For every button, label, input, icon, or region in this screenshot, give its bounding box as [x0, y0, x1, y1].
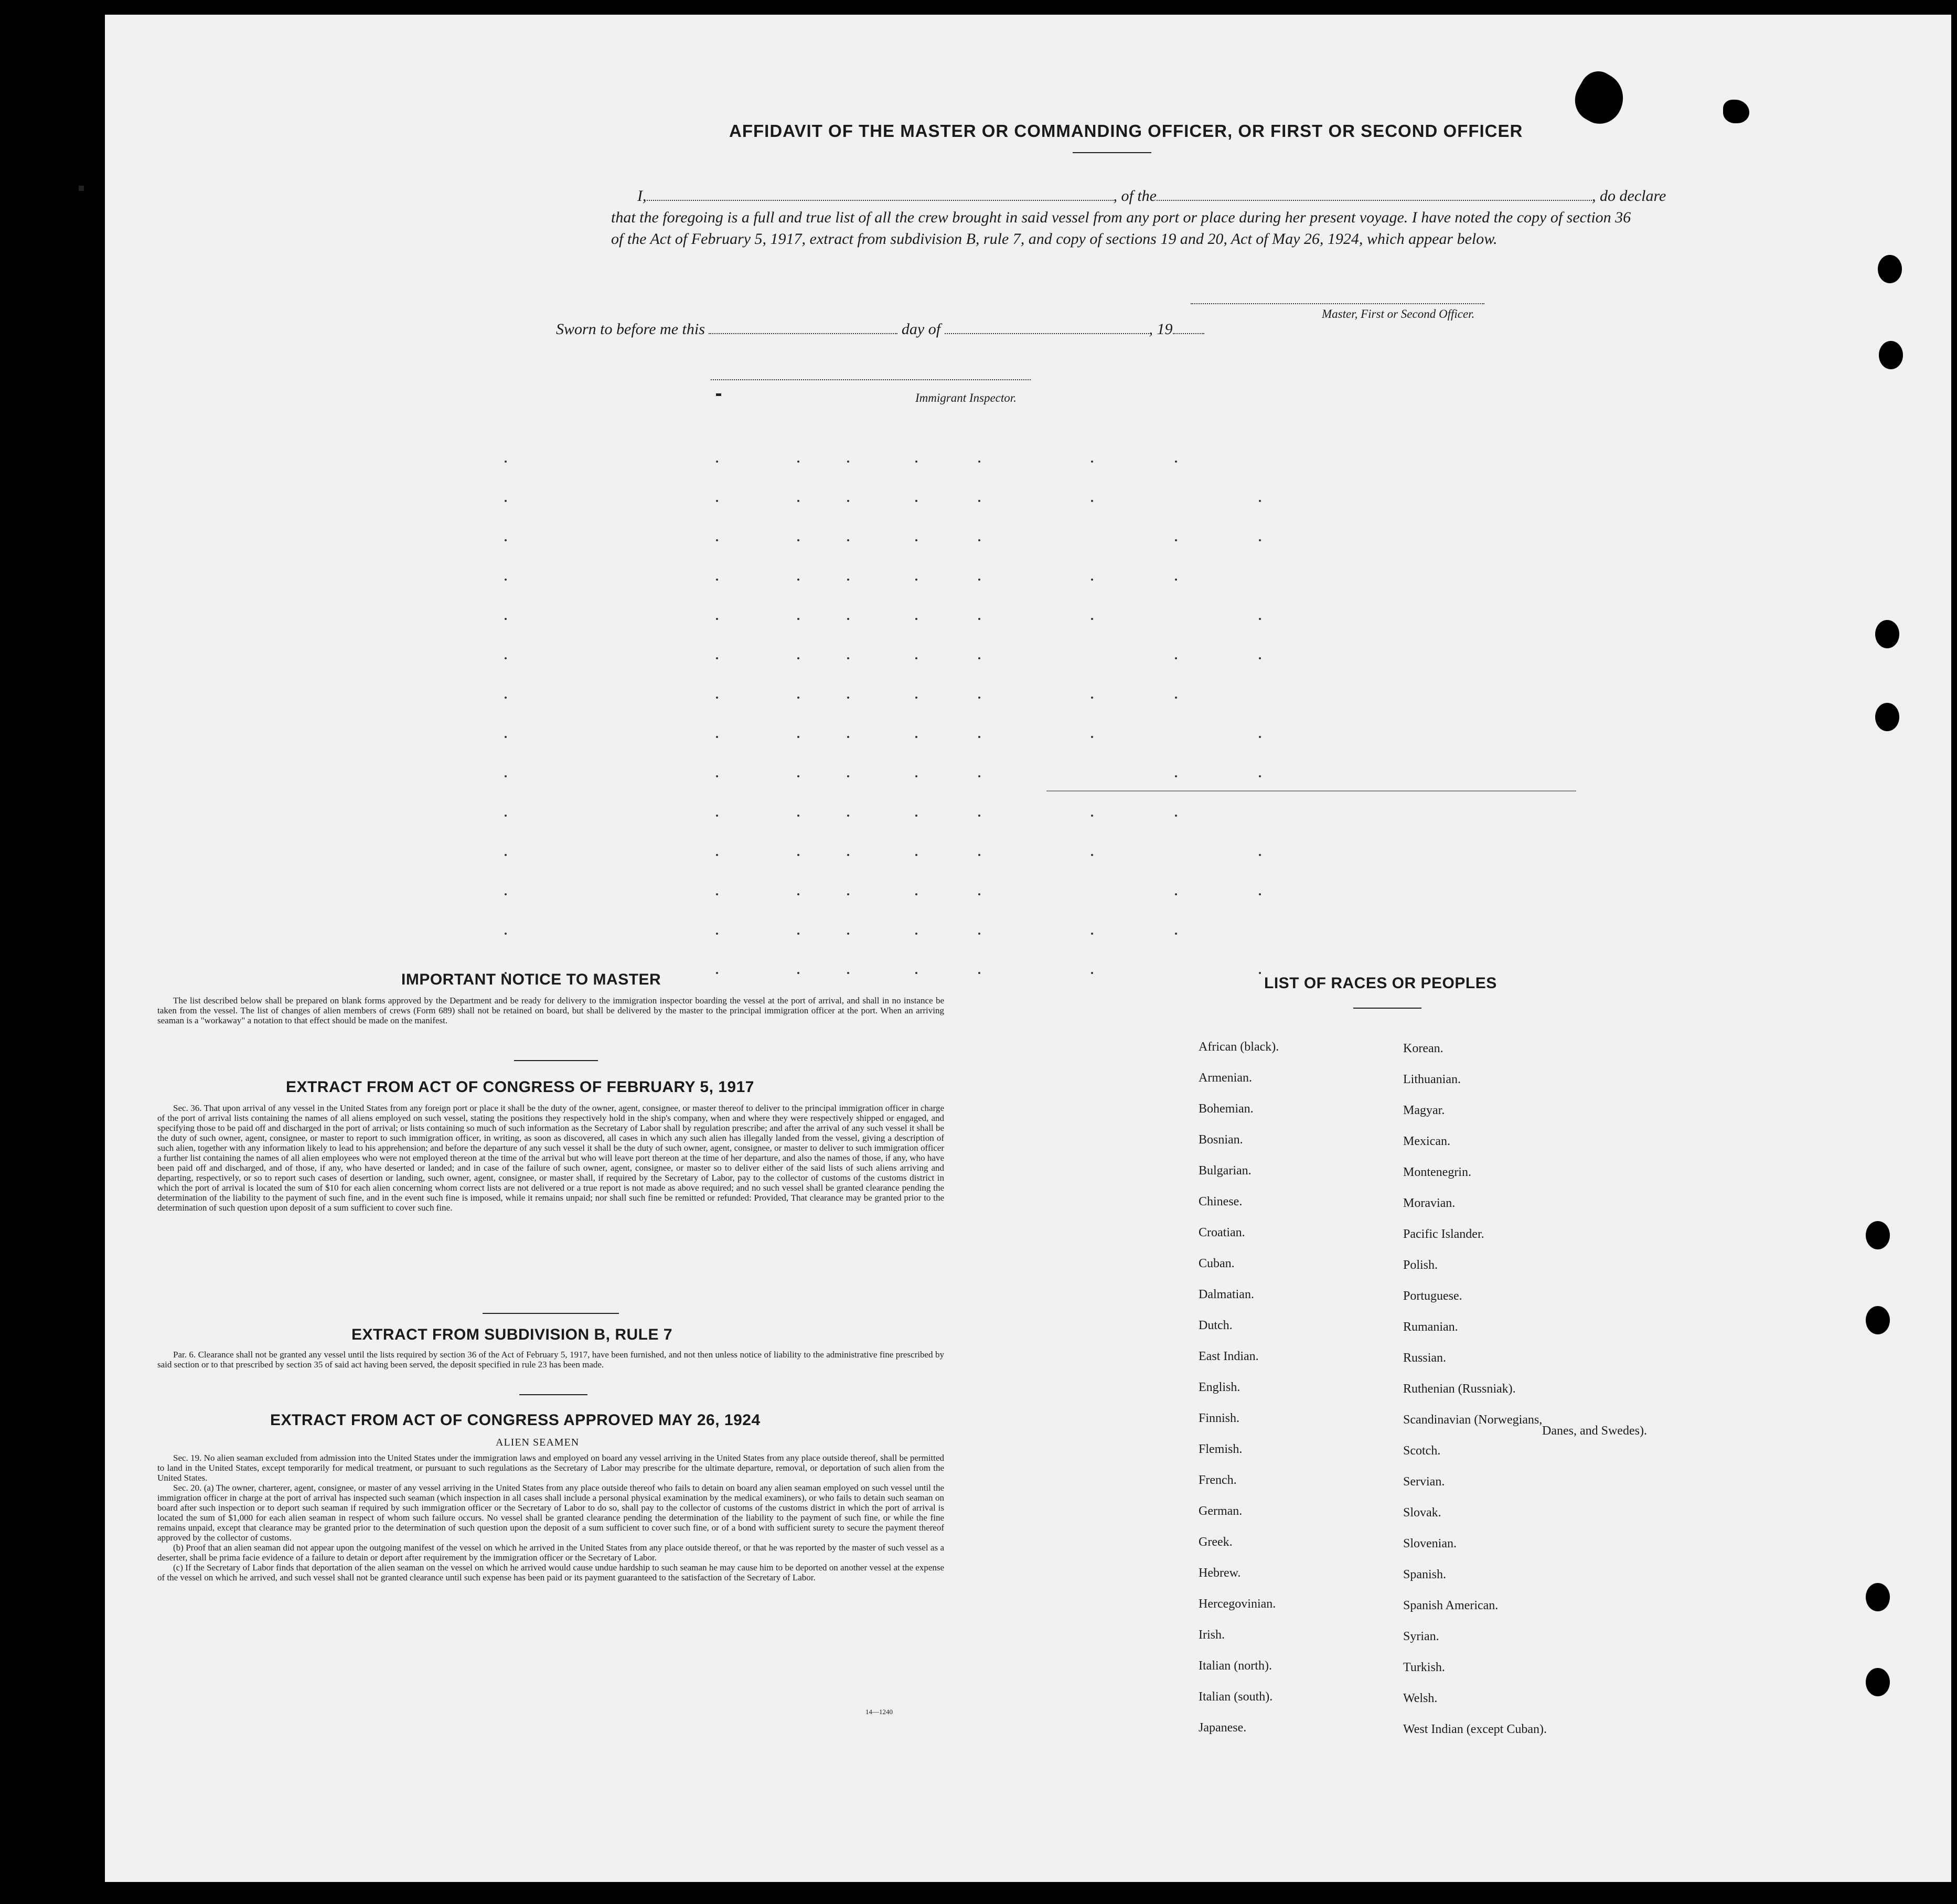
punch-hole — [1875, 703, 1899, 731]
leader-dot — [978, 461, 980, 463]
race-item-left: Bohemian. — [1199, 1102, 1254, 1116]
leader-dot — [797, 539, 799, 541]
leader-dot — [978, 539, 980, 541]
race-item-right: Lithuanian. — [1403, 1073, 1461, 1086]
notice-text: The list described below shall be prepared on blank forms approved by the Department and be ready for delivery to the immigration inspector boarding the vessel at the port of arrival, and shall in no instance be taken from the vessel. The list of changes of alien members of crews (Form 689) shall not be retained on board, but shall be delivered by the master to the principal immigration officer at the port. When an arriving seaman is a "workaway" a notation to that effect should be made on the manifest. — [157, 996, 944, 1025]
leader-dot — [505, 697, 507, 699]
leader-dot — [716, 697, 718, 699]
form-number: 14—1240 — [865, 1708, 893, 1716]
vessel-blank — [1157, 200, 1592, 201]
leader-dot — [1175, 893, 1177, 895]
race-item-right: Slovak. — [1403, 1506, 1441, 1520]
extract-rule7-block — [157, 1350, 944, 1370]
leader-dot — [716, 736, 718, 738]
notice-title: IMPORTANT NOTICE TO MASTER — [401, 971, 661, 988]
leader-dot — [1259, 539, 1261, 541]
leader-dot — [1091, 972, 1093, 974]
leader-dot — [847, 736, 849, 738]
extract-1917-title: EXTRACT FROM ACT OF CONGRESS OF FEBRUARY 5, 1917 — [286, 1078, 754, 1096]
leader-dot — [797, 579, 799, 581]
leader-dot — [1091, 697, 1093, 699]
leader-dot — [978, 893, 980, 895]
race-item-left: Italian (north). — [1199, 1659, 1272, 1673]
race-item-left: Flemish. — [1199, 1442, 1243, 1456]
leader-dot — [716, 539, 718, 541]
leader-dot — [716, 618, 718, 620]
leader-dot — [915, 736, 917, 738]
sec20c-text: (c) If the Secretary of Labor finds that deportation of the alien seaman on the vessel on which he arrived would cause undue hardship to such seaman he may cause him to be deported on another vessel at the expense of the vessel on which he arrived, and such vessel shall not be granted clearance until such expense has been paid or its payment guaranteed to the satisfaction of the Secretary of Labor. — [157, 1563, 944, 1582]
race-item-left: Bulgarian. — [1199, 1164, 1252, 1178]
leader-dot — [915, 893, 917, 895]
leader-dot — [978, 657, 980, 659]
extract-rule7-divider — [519, 1394, 587, 1395]
leader-dot — [1259, 736, 1261, 738]
day-of-label: day of — [901, 320, 941, 338]
inspector-label: Immigrant Inspector. — [915, 391, 1017, 404]
race-item-right: Pacific Islander. — [1403, 1227, 1484, 1241]
race-item-right: Servian. — [1403, 1475, 1445, 1489]
leader-dot — [978, 972, 980, 974]
leader-dot — [716, 933, 718, 935]
extract-1924-block — [157, 1453, 944, 1582]
race-item-left: Greek. — [1199, 1535, 1233, 1549]
race-item-left: Dalmatian. — [1199, 1288, 1254, 1301]
master-signature-label: Master, First or Second Officer. — [1322, 307, 1475, 320]
leader-dot — [1175, 933, 1177, 935]
race-item-right: Syrian. — [1403, 1630, 1439, 1643]
leader-dot — [1091, 815, 1093, 817]
leader-dot — [978, 697, 980, 699]
torn-edge-mark — [1723, 100, 1749, 123]
speck — [716, 393, 721, 396]
name-blank — [647, 200, 1114, 201]
declare-label: , do declare — [1592, 187, 1666, 205]
bleed-through-line — [1046, 790, 1576, 791]
sec20b-text: (b) Proof that an alien seaman did not appear upon the outgoing manifest of the vessel on which he arrived in the United States from any place outside thereof, or that he was reported by the master of such vessel as a deserter, shall be prima facie evidence of a failure to detain or deport after requirement by the immigration officer or the Secretary of Labor. — [157, 1543, 944, 1563]
leader-dot — [1091, 579, 1093, 581]
race-item-left: German. — [1199, 1504, 1243, 1518]
leader-dot — [1175, 657, 1177, 659]
leader-dot — [915, 539, 917, 541]
leader-dot — [716, 579, 718, 581]
speck — [79, 186, 84, 191]
leader-dot — [505, 854, 507, 856]
sworn-line — [556, 320, 1204, 338]
race-item-left: Armenian. — [1199, 1071, 1252, 1085]
leader-dot — [716, 657, 718, 659]
i-label: I, — [637, 187, 647, 205]
leader-dot — [847, 461, 849, 463]
leader-dot — [915, 618, 917, 620]
race-item-left: Italian (south). — [1199, 1690, 1273, 1704]
extract-1924-title: EXTRACT FROM ACT OF CONGRESS APPROVED MAY 26, 1924 — [270, 1411, 761, 1429]
leader-dot — [978, 815, 980, 817]
leader-dot — [847, 500, 849, 502]
sec20a-text: Sec. 20. (a) The owner, charterer, agent, consignee, or master of any vessel arriving in the United States from any place outside thereof who fails to detain on board any alien seaman employed on such vessel until the immigration officer in charge at the port of arrival has inspected such seaman (which inspection in all cases shall include a personal physical examination by the medical examiners), or who fails to detain such seaman on board after such inspection or to deport such seaman if required by such immigration officer or the Secretary of Labor to do so, shall pay to the collector of customs of the customs district in which the port of arrival is located the sum of $1,000 for each alien seaman in respect of whom such failure occurs. No vessel shall be granted clearance pending the determination of the liability to the payment of such fine, or while the fine remains unpaid, except that clearance may be granted prior to the determination of such question upon the deposit of a sum sufficient to cover such fine, or of a bond with sufficient surety to secure the payment thereof approved by the collector of customs. — [157, 1483, 944, 1543]
leader-dot — [915, 579, 917, 581]
leader-dot — [1259, 618, 1261, 620]
leader-dot — [716, 972, 718, 974]
race-item-right: Portuguese. — [1403, 1289, 1462, 1303]
race-item-left: English. — [1199, 1381, 1240, 1394]
race-item-right: Russian. — [1403, 1351, 1447, 1365]
race-item-right: Magyar. — [1403, 1104, 1445, 1117]
master-signature-line — [1191, 303, 1484, 304]
leader-dot — [978, 500, 980, 502]
race-item-right: Korean. — [1403, 1042, 1443, 1055]
race-item-left: Cuban. — [1199, 1257, 1235, 1270]
sworn-day-blank — [709, 333, 897, 334]
race-item-left: Hebrew. — [1199, 1566, 1241, 1580]
leader-dot — [915, 972, 917, 974]
leader-dot — [1259, 854, 1261, 856]
race-scandinavian-cont: Danes, and Swedes). — [1542, 1424, 1647, 1438]
race-item-left: Hercegovinian. — [1199, 1597, 1276, 1611]
leader-dot — [505, 618, 507, 620]
leader-dot — [797, 697, 799, 699]
race-item-right: Mexican. — [1403, 1135, 1450, 1148]
race-item-right: Scandinavian (Norwegians, — [1403, 1413, 1543, 1427]
leader-dot — [797, 854, 799, 856]
leader-dot — [1175, 579, 1177, 581]
leader-dot — [847, 539, 849, 541]
leader-dot — [1091, 500, 1093, 502]
leader-dot — [505, 500, 507, 502]
race-item-left: East Indian. — [1199, 1350, 1259, 1363]
leader-dot — [505, 539, 507, 541]
leader-dot — [716, 893, 718, 895]
leader-dot — [797, 618, 799, 620]
leader-dot — [797, 461, 799, 463]
leader-dot — [978, 775, 980, 777]
race-item-left: French. — [1199, 1473, 1237, 1487]
title-divider — [1073, 152, 1151, 153]
affidavit-title: AFFIDAVIT OF THE MASTER OR COMMANDING OFFICER, OR FIRST OR SECOND OFFICER — [729, 121, 1523, 141]
extract-1917-divider — [483, 1313, 619, 1314]
sec19-text: Sec. 19. No alien seaman excluded from admission into the United States under the immigration laws and employed on board any vessel arriving in the United States from any place outside thereof, shall be permitted to land in the United States, except temporarily for medical treatment, or pursuant to such regulations as the Secretary of Labor may prescribe for the ultimate departure, removal, or deportation of such alien from the United States. — [157, 1453, 944, 1483]
leader-dot — [716, 854, 718, 856]
leader-dot — [505, 579, 507, 581]
leader-dot — [1259, 893, 1261, 895]
year-label: , 19 — [1149, 320, 1173, 338]
race-item-left: African (black). — [1199, 1040, 1279, 1054]
race-item-left: Bosnian. — [1199, 1133, 1243, 1147]
leader-dot — [915, 775, 917, 777]
punch-hole — [1866, 1221, 1890, 1249]
punch-hole — [1866, 1306, 1890, 1334]
leader-dot — [797, 893, 799, 895]
alien-seamen-subtitle: ALIEN SEAMEN — [496, 1437, 580, 1448]
punch-hole — [1866, 1668, 1890, 1696]
leader-dot — [847, 697, 849, 699]
leader-dot — [797, 815, 799, 817]
of-the-label: , of the — [1113, 187, 1157, 205]
sworn-label: Sworn to before me this — [556, 320, 705, 338]
leader-dot — [505, 657, 507, 659]
leader-dot — [1259, 775, 1261, 777]
leader-dot — [797, 972, 799, 974]
leader-dot — [1259, 657, 1261, 659]
leader-dot — [797, 657, 799, 659]
leader-dot — [847, 579, 849, 581]
leader-dot — [1175, 461, 1177, 463]
leader-dot — [847, 775, 849, 777]
document-page — [105, 15, 1951, 1882]
leader-dot — [1091, 933, 1093, 935]
leader-dot — [1175, 815, 1177, 817]
leader-dot — [1259, 500, 1261, 502]
race-item-left: Chinese. — [1199, 1195, 1243, 1208]
race-item-left: Croatian. — [1199, 1226, 1245, 1239]
leader-dot — [847, 815, 849, 817]
leader-dot — [915, 697, 917, 699]
race-item-left: Finnish. — [1199, 1411, 1240, 1425]
leader-dot — [915, 854, 917, 856]
extract-rule7-text: Par. 6. Clearance shall not be granted any vessel until the lists required by section 36 of the Act of February 5, 1917, have been furnished, and not then unless notice of liability to the administrative fine prescribed by said section or to that prescribed by section 35 of said act having been served, the deposit specified in rule 23 has been made. — [157, 1350, 944, 1370]
leader-dot — [1091, 854, 1093, 856]
race-item-right: Montenegrin. — [1403, 1165, 1471, 1179]
race-item-right: Moravian. — [1403, 1196, 1456, 1210]
leader-dot — [505, 893, 507, 895]
leader-dot — [505, 736, 507, 738]
leader-dot — [716, 461, 718, 463]
leader-dot — [1091, 618, 1093, 620]
leader-dot — [1175, 775, 1177, 777]
leader-dot — [1175, 539, 1177, 541]
leader-dot — [978, 854, 980, 856]
year-blank — [1173, 333, 1204, 334]
leader-dot — [847, 618, 849, 620]
declaration-block — [611, 185, 1666, 250]
leader-dot — [797, 500, 799, 502]
leader-dot — [505, 775, 507, 777]
leader-dot — [797, 933, 799, 935]
notice-text-block — [157, 996, 944, 1025]
race-item-right: Polish. — [1403, 1258, 1438, 1272]
leader-dot — [505, 933, 507, 935]
race-item-left: Irish. — [1199, 1628, 1225, 1642]
leader-dot — [797, 775, 799, 777]
leader-dot — [1091, 736, 1093, 738]
race-item-right: Spanish American. — [1403, 1599, 1499, 1612]
leader-dot — [505, 815, 507, 817]
leader-dot — [847, 657, 849, 659]
sworn-month-blank — [945, 333, 1149, 334]
leader-dot — [716, 775, 718, 777]
extract-1917-text: Sec. 36. That upon arrival of any vessel in the United States from any foreign port or place it shall be the duty of the owner, agent, consignee, or master thereof to deliver to the principal immigration officer in charge of the port of arrival lists containing the names of all aliens employed on such vessel, stating the positions they respectively hold in the ship's company, when and where they were respectively shipped or engaged, and specifying those to be paid off and discharged in the port of arrival; or lists containing so much of such information as the Secretary of Labor shall by regulation prescribe; and after the arrival of any such vessel it shall be the duty of such owner, agent, consignee, or master to report to such immigration officer, in writing, as soon as discovered, all cases in which any such alien has illegally landed from the vessel, giving a description of such alien, together with any information likely to lead to his apprehension; and before the departure of any such vessel it shall be the duty of such owner, agent, consignee, or master to deliver to such immigration officer a further list containing the names of all alien employees who were not employed thereon at the time of the arrival but who will leave port thereon at the time of her departure, and also the names of those, if any, who have been paid off and discharged, and of those, if any, who have deserted or landed; and in case of the failure of such owner, agent, consignee, or master so to deliver either of the said lists of such aliens arriving and departing, respectively, or so to report such cases of desertion or landing, such owner, agent, consignee, or master shall, if required by the Secretary of Labor, pay to the collector of customs of the customs district in which the port of arrival is located the sum of $10 for each alien concerning whom correct lists are not delivered or a true report is not made as above required; and no such vessel shall be granted clearance pending the determination of the liability to the payment of such fine, and in the event such fine is imposed, while it remains unpaid; nor shall such fine be remitted or refunded: Provided, That clearance may be granted prior to the determination of such question upon deposit of a sum sufficient to cover such fine. — [157, 1103, 944, 1213]
leader-dot — [915, 500, 917, 502]
races-divider — [1353, 1008, 1421, 1009]
race-item-right: Slovenian. — [1403, 1537, 1457, 1550]
races-title: LIST OF RACES OR PEOPLES — [1264, 975, 1497, 992]
race-item-left: Dutch. — [1199, 1319, 1233, 1332]
leader-dot — [915, 815, 917, 817]
race-item-right: Scotch. — [1403, 1444, 1441, 1458]
leader-dot — [505, 461, 507, 463]
punch-hole — [1875, 620, 1899, 648]
leader-dot — [716, 500, 718, 502]
race-item-right: West Indian (except Cuban). — [1403, 1723, 1547, 1736]
race-item-left: Japanese. — [1199, 1721, 1247, 1735]
leader-dot — [915, 933, 917, 935]
leader-dot — [1259, 972, 1261, 974]
race-item-right: Ruthenian (Russniak). — [1403, 1382, 1516, 1396]
leader-dot — [978, 618, 980, 620]
extract-rule7-title: EXTRACT FROM SUBDIVISION B, RULE 7 — [351, 1326, 673, 1343]
punch-hole — [1879, 341, 1903, 369]
leader-dot — [1175, 697, 1177, 699]
leader-dot — [847, 893, 849, 895]
leader-dot — [847, 854, 849, 856]
race-item-right: Turkish. — [1403, 1661, 1445, 1674]
declaration-text: that the foregoing is a full and true list of all the crew brought in said vessel from any port or place during her present voyage. I have noted the copy of section 36 of the Act of February 5, 1917, extract from subdivision B, rule 7, and copy of sections 19 and 20, Act of May 26, 1924, which appear below. — [611, 209, 1631, 248]
punch-hole — [1878, 255, 1902, 283]
leader-dot — [797, 736, 799, 738]
leader-dot — [978, 736, 980, 738]
race-item-right: Rumanian. — [1403, 1320, 1458, 1334]
extract-1917-block — [157, 1103, 944, 1213]
leader-dot — [847, 972, 849, 974]
inspector-signature-line — [711, 379, 1031, 380]
notice-divider — [514, 1060, 598, 1061]
leader-dot — [1091, 461, 1093, 463]
leader-dot — [978, 933, 980, 935]
leader-dot — [915, 461, 917, 463]
leader-dot — [915, 657, 917, 659]
leader-dot — [847, 933, 849, 935]
race-item-right: Welsh. — [1403, 1692, 1438, 1705]
punch-hole — [1866, 1583, 1890, 1611]
leader-dot — [716, 815, 718, 817]
leader-dot — [978, 579, 980, 581]
race-item-right: Spanish. — [1403, 1568, 1447, 1581]
